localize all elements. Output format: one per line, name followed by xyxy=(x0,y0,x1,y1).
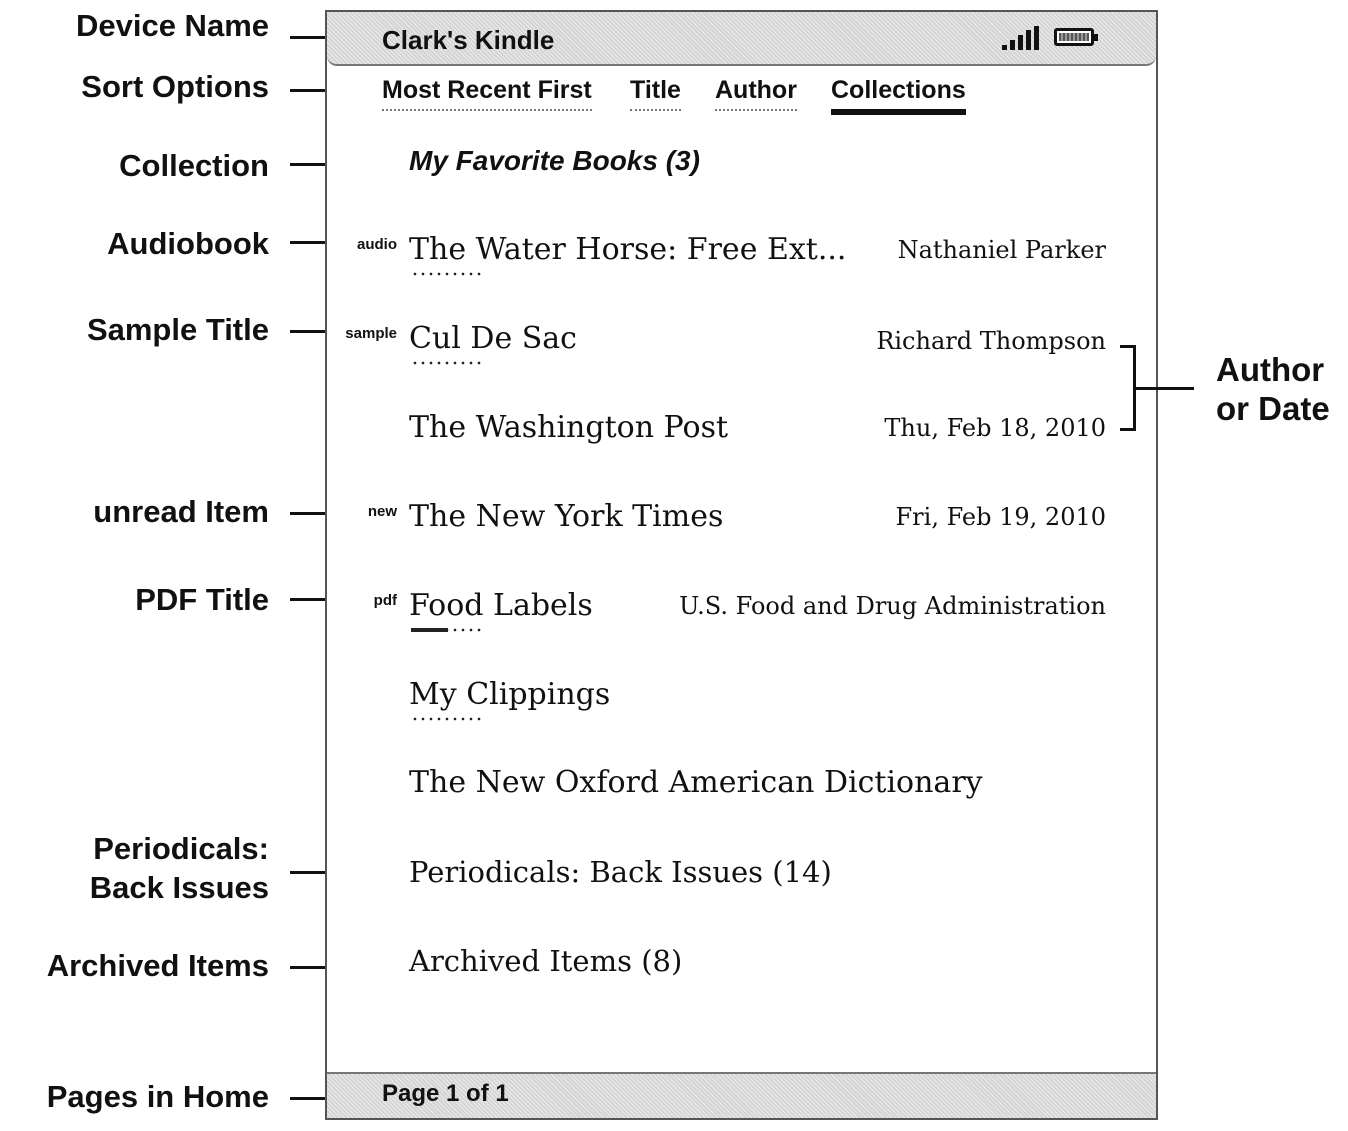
callout-periodicals xyxy=(90,829,269,907)
page-indicator: Page 1 of 1 xyxy=(382,1080,509,1107)
list-item[interactable] xyxy=(327,765,1160,825)
periodicals-back-issues-link[interactable]: Periodicals: Back Issues (14) xyxy=(409,855,832,889)
callout-pages-in-home: Pages in Home xyxy=(46,1079,269,1114)
author-or-date-bracket xyxy=(1120,345,1136,431)
item-title[interactable]: The New York Times xyxy=(409,499,724,534)
item-title[interactable]: Food Labels xyxy=(409,588,593,623)
list-item[interactable] xyxy=(327,321,1160,381)
list-item[interactable] xyxy=(327,410,1160,470)
title-bar xyxy=(327,12,1156,66)
callout-sort-options: Sort Options xyxy=(81,69,269,104)
list-item[interactable] xyxy=(327,232,1160,292)
callout-author-or-date-line1: Author xyxy=(1216,351,1325,388)
callout-periodicals-line1: Periodicals: xyxy=(93,831,269,866)
collection-my-favorite-books[interactable]: My Favorite Books (3) xyxy=(409,145,700,176)
signal-strength-icon xyxy=(1002,26,1046,50)
item-tag-audio: audio xyxy=(357,236,397,253)
read-progress-dots xyxy=(411,717,485,721)
callout-author-or-date-line2: or Date xyxy=(1216,390,1330,427)
item-author: Richard Thompson xyxy=(876,327,1106,355)
sort-collections[interactable]: Collections xyxy=(831,76,966,115)
callout-device-name: Device Name xyxy=(75,8,269,43)
sort-most-recent-first[interactable]: Most Recent First xyxy=(382,76,592,111)
footer-bar xyxy=(327,1072,1156,1118)
list-item[interactable] xyxy=(327,499,1160,559)
callout-archived-items: Archived Items xyxy=(46,948,269,983)
callout-unread-item: unread Item xyxy=(93,494,269,529)
battery-icon xyxy=(1054,28,1094,46)
item-title[interactable]: The Washington Post xyxy=(409,410,729,445)
callout-line-sample-title xyxy=(290,330,328,333)
callout-audiobook: Audiobook xyxy=(107,226,269,261)
read-progress-dots xyxy=(411,272,485,276)
item-author: U.S. Food and Drug Administration xyxy=(679,592,1106,620)
device-name: Clark's Kindle xyxy=(382,25,555,55)
item-title[interactable]: My Clippings xyxy=(409,677,611,712)
item-author: Nathaniel Parker xyxy=(897,236,1106,264)
callout-author-or-date xyxy=(1216,350,1330,428)
item-title[interactable]: Cul De Sac xyxy=(409,321,577,356)
item-title[interactable]: The New Oxford American Dictionary xyxy=(409,765,983,800)
archived-items-link[interactable]: Archived Items (8) xyxy=(409,944,683,978)
sort-author[interactable]: Author xyxy=(715,76,797,111)
item-date: Fri, Feb 19, 2010 xyxy=(895,503,1106,531)
callout-collection: Collection xyxy=(119,148,269,183)
item-tag-sample: sample xyxy=(345,325,397,342)
read-progress-dots xyxy=(411,361,485,365)
list-item[interactable] xyxy=(327,677,1160,737)
callout-line-author-or-date xyxy=(1136,387,1194,390)
callout-pdf-title: PDF Title xyxy=(135,582,269,617)
item-date: Thu, Feb 18, 2010 xyxy=(884,414,1106,442)
read-progress-fill xyxy=(411,628,448,632)
kindle-home-screen xyxy=(325,10,1158,1120)
sort-title[interactable]: Title xyxy=(630,76,681,111)
item-title[interactable]: The Water Horse: Free Ext... xyxy=(409,232,847,267)
callout-sample-title: Sample Title xyxy=(86,312,269,347)
list-item[interactable] xyxy=(327,588,1160,648)
item-tag-pdf: pdf xyxy=(373,592,397,609)
callout-periodicals-line2: Back Issues xyxy=(89,870,269,905)
item-tag-new: new xyxy=(367,503,397,520)
